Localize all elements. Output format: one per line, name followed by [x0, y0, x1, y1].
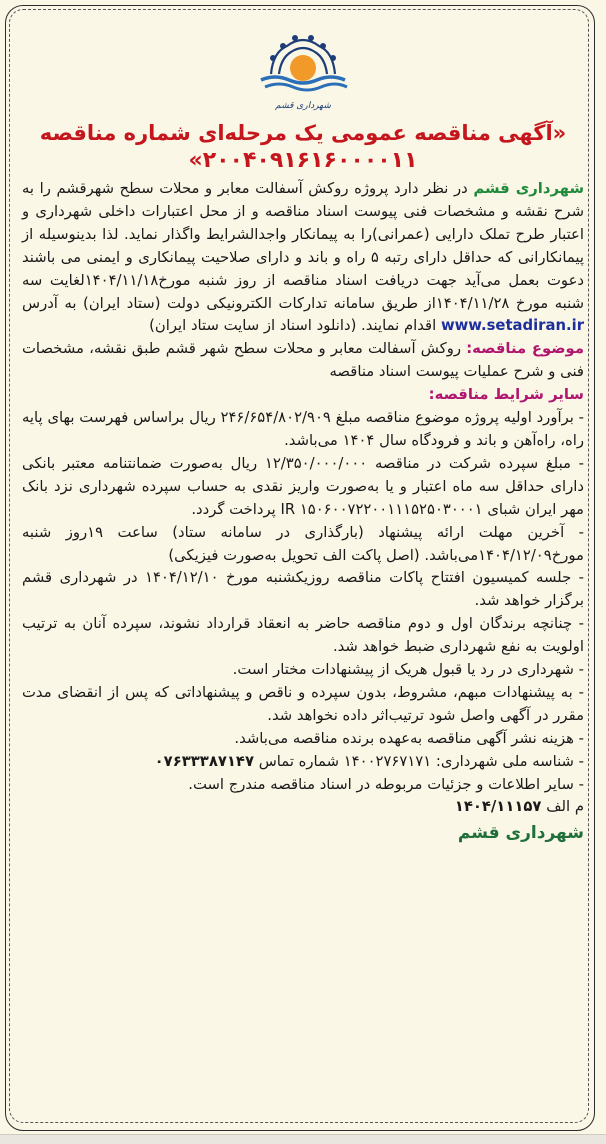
conditions-heading: سایر شرایط مناقصه: [428, 386, 584, 404]
condition-item: - جلسه کمیسیون افتتاح پاکات مناقصه روزیکشنبه مورخ ۱۴۰۴/۱۲/۱۰ در شهرداری قشم برگزار خواهد شد. [22, 569, 584, 610]
condition-item: - شهرداری در رد یا قبول هریک از پیشنهادات مختار است. [232, 661, 584, 679]
ad-code-line [22, 796, 584, 819]
condition-item: - آخرین مهلت ارائه پیشنهاد (بارگذاری در سامانه ستاد) ساعت ۱۹روز شنبه مورخ۱۴۰۴/۱۲/۰۹می‌باشد. (اصل پاکت الف تحویل به‌صورت فیزیکی) [22, 523, 584, 564]
setadiran-link[interactable]: www.setadiran.ir [440, 317, 584, 335]
logo-caption: شهرداری قشم [275, 101, 331, 111]
subject-paragraph [22, 338, 584, 384]
intro-text: در نظر دارد پروژه روکش آسفالت معابر و محلات سطح شهرقشم را به شرح نقشه و مشخصات فنی پیوست اسناد مناقصه و از محل اعتبارات داخلی شهرداری و اعتبار طرح تملک دارایی (عمرانی)را به پیمانکار واجدالشرایط واگذار نماید. لذا بدینوسیله از پیمانکارانی که حداقل دارای رتبه ۵ راه و باند و دارای صلاحیت پیمانکاری و ایمنی می باشند دعوت بعمل می‌آید جهت دریافت اسناد مناقصه از روز شنبه مورخ۱۴۰۴/۱۱/۱۸لغایت سه شنبه مورخ ۱۴۰۴/۱۱/۲۸از طریق سامانه تدارکات الکترونیکی دولت (ستاد ایران) به آدرس [22, 180, 584, 312]
condition-item: - به پیشنهادات مبهم، مشروط، بدون سپرده و ناقص و پیشنهاداتی که پس از انقضای مدت مقرر در آگهی واصل شود ترتیب‌اثر داده نخواهد شد. [22, 683, 584, 724]
condition-item: - مبلغ سپرده شرکت در مناقصه ۱۲/۳۵۰/۰۰۰/۰۰۰ ریال به‌صورت ضمانتنامه معتبر بانکی دارای حداقل سه ماه اعتبار و یا به‌صورت واریز نقدی به حساب سپرده شهرداری نزد بانک مهر ایران شبای IR ۱۵۰۶۰۰۷۲۲۰۰۱۱۱۵۲۵۰۳۰۰۰۱ پرداخت گردد. [22, 454, 585, 518]
phone-number: ۰۷۶۳۳۳۸۷۱۴۷ [154, 752, 254, 770]
condition-item: - هزینه نشر آگهی مناقصه به‌عهده برنده مناقصه می‌باشد. [234, 729, 584, 747]
contact-line [22, 751, 584, 774]
phone-label: شماره تماس [258, 752, 340, 770]
subject-label: موضوع مناقصه: [466, 340, 584, 358]
announcement-body [22, 24, 584, 843]
tender-number: ۲۰۰۴۰۹۱۶۱۶۰۰۰۰۱۱» [188, 148, 418, 173]
organization-name: شهرداری قشم [473, 180, 584, 197]
condition-item: - سایر اطلاعات و جزئیات مربوطه در اسناد مناقصه مندرج است. [188, 775, 584, 793]
national-id: ۱۴۰۰۲۷۶۷۱۷۱ [343, 752, 432, 770]
ad-code-label: م الف [546, 798, 584, 816]
subject-text: روکش آسفالت معابر و محلات سطح شهر قشم طبق نقشه، مشخصات فنی و شرح عملیات پیوست اسناد مناقصه [22, 340, 584, 381]
intro-paragraph [22, 178, 584, 338]
intro-text-end: اقدام نمایند. (دانلود اسناد از سایت ستاد ایران) [149, 317, 437, 335]
signature: شهرداری قشم [457, 823, 584, 844]
condition-item: - چنانچه برندگان اول و دوم مناقصه حاضر به انعقاد قرارداد نشوند، سپرده آنان به ترتیب اولویت به نفع شهرداری ضبط خواهد شد. [22, 615, 584, 656]
ad-code: ۱۴۰۴/۱۱۱۵۷ [454, 798, 542, 816]
page-title: «آگهی مناقصه عمومی یک مرحله‌ای شماره مناقصه [39, 121, 567, 145]
municipality-logo-icon [243, 24, 363, 116]
condition-item: - برآورد اولیه پروژه موضوع مناقصه مبلغ ۲۴۶/۶۵۴/۸۰۲/۹۰۹ ریال براساس فهرست بهای پایه راه، راه‌آهن و باند و فرودگاه سال ۱۴۰۴ می‌باشد. [22, 409, 584, 449]
national-id-label: - شناسه ملی شهرداری: [435, 752, 584, 770]
